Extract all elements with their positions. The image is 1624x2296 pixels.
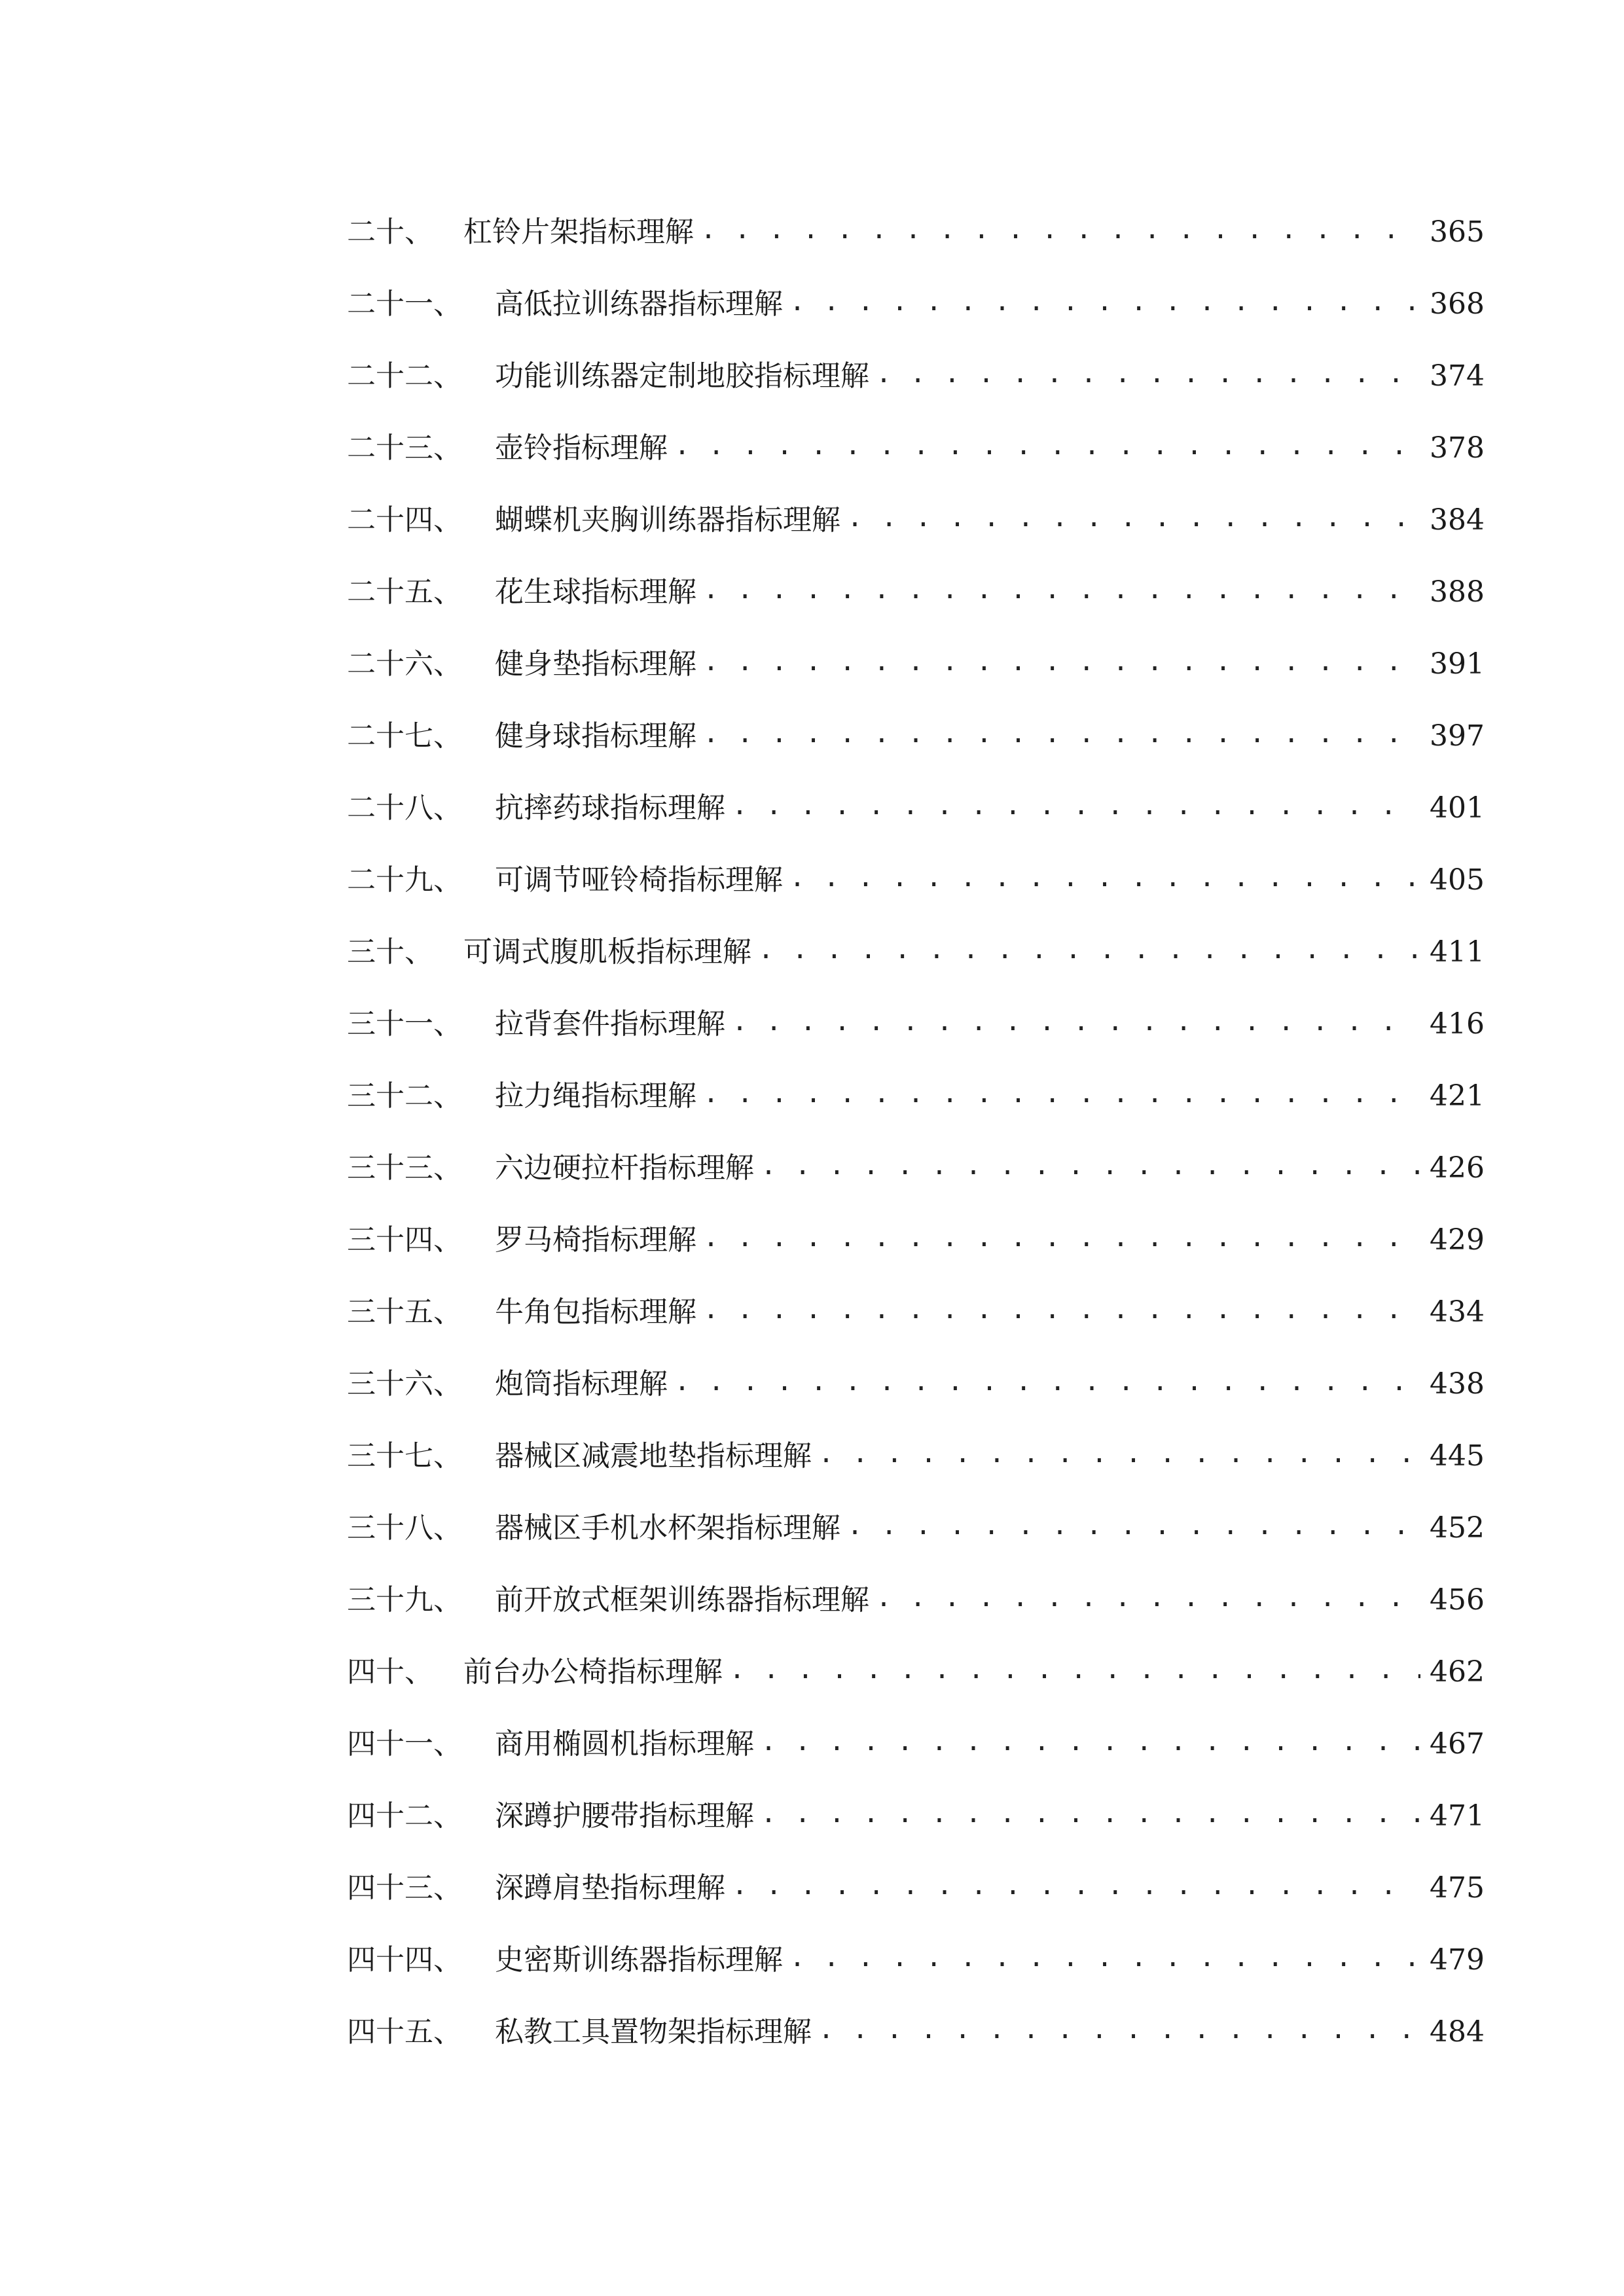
toc-dot-leader — [703, 721, 1420, 747]
toc-entry-number: 二十六、 — [347, 647, 462, 681]
toc-entry-page-number: 429 — [1430, 1223, 1485, 1257]
toc-entry-title: 史密斯训练器指标理解 — [495, 1943, 783, 1977]
table-of-contents — [347, 196, 1485, 2068]
toc-entry-number: 三十二、 — [347, 1079, 462, 1113]
toc-entry-number: 四十二、 — [347, 1799, 462, 1833]
toc-entry-number: 四十五、 — [347, 2015, 462, 2049]
toc-entry[interactable] — [347, 988, 1485, 1060]
toc-entry[interactable] — [347, 1276, 1485, 1348]
toc-entry[interactable] — [347, 1348, 1485, 1420]
toc-entry-page-number: 384 — [1430, 503, 1485, 537]
toc-entry[interactable] — [347, 196, 1485, 268]
toc-entry-page-number: 471 — [1430, 1799, 1485, 1833]
toc-entry-page-number: 401 — [1430, 791, 1485, 825]
toc-entry[interactable] — [347, 844, 1485, 916]
toc-dot-leader — [847, 505, 1420, 531]
toc-entry-title: 功能训练器定制地胶指标理解 — [495, 359, 869, 393]
toc-dot-leader — [789, 1945, 1420, 1971]
toc-entry[interactable] — [347, 1420, 1485, 1492]
toc-entry-number: 三十五、 — [347, 1295, 462, 1329]
toc-entry[interactable] — [347, 916, 1485, 988]
toc-entry-page-number: 374 — [1430, 359, 1485, 393]
toc-entry-title: 六边硬拉杆指标理解 — [495, 1151, 754, 1185]
toc-entry-title: 商用椭圆机指标理解 — [495, 1727, 754, 1761]
toc-entry[interactable] — [347, 268, 1485, 340]
toc-entry-title: 前台办公椅指标理解 — [463, 1655, 723, 1689]
toc-entry-page-number: 475 — [1430, 1871, 1485, 1905]
toc-entry-page-number: 411 — [1430, 935, 1485, 969]
toc-entry-title: 深蹲肩垫指标理解 — [495, 1871, 725, 1905]
toc-entry-number: 二十五、 — [347, 575, 462, 609]
toc-entry[interactable] — [347, 1780, 1485, 1852]
toc-entry-page-number: 378 — [1430, 431, 1485, 465]
toc-entry[interactable] — [347, 340, 1485, 412]
toc-dot-leader — [703, 577, 1420, 603]
toc-entry[interactable] — [347, 1132, 1485, 1204]
toc-entry-title: 抗摔药球指标理解 — [495, 791, 725, 825]
toc-dot-leader — [761, 1729, 1420, 1755]
toc-entry[interactable] — [347, 1924, 1485, 1996]
toc-entry-number: 四十、 — [347, 1655, 433, 1689]
toc-dot-leader — [700, 217, 1420, 243]
toc-entry-title: 蝴蝶机夹胸训练器指标理解 — [495, 503, 840, 537]
toc-dot-leader — [761, 1801, 1420, 1827]
toc-dot-leader — [703, 1225, 1420, 1251]
toc-dot-leader — [876, 1585, 1420, 1611]
toc-entry-page-number: 438 — [1430, 1367, 1485, 1401]
toc-entry-title: 健身球指标理解 — [495, 719, 696, 753]
toc-entry-title: 器械区减震地垫指标理解 — [495, 1439, 812, 1473]
toc-entry-number: 四十一、 — [347, 1727, 462, 1761]
toc-entry[interactable] — [347, 1204, 1485, 1276]
toc-entry-number: 二十三、 — [347, 431, 462, 465]
toc-dot-leader — [674, 1369, 1420, 1395]
toc-dot-leader — [729, 1657, 1420, 1683]
toc-entry-page-number: 391 — [1430, 647, 1485, 681]
toc-entry[interactable] — [347, 1996, 1485, 2068]
toc-entry-number: 二十七、 — [347, 719, 462, 753]
toc-entry-number: 三十三、 — [347, 1151, 462, 1185]
toc-entry-title: 拉力绳指标理解 — [495, 1079, 696, 1113]
toc-dot-leader — [847, 1513, 1420, 1539]
toc-entry[interactable] — [347, 412, 1485, 484]
toc-entry-number: 四十四、 — [347, 1943, 462, 1977]
toc-dot-leader — [818, 2017, 1420, 2043]
toc-entry-number: 三十一、 — [347, 1007, 462, 1041]
toc-entry-number: 三十八、 — [347, 1511, 462, 1545]
toc-entry[interactable] — [347, 1060, 1485, 1132]
toc-entry-number: 三十九、 — [347, 1583, 462, 1617]
toc-entry[interactable] — [347, 628, 1485, 700]
toc-entry-title: 壶铃指标理解 — [495, 431, 668, 465]
toc-entry-title: 健身垫指标理解 — [495, 647, 696, 681]
toc-entry-page-number: 484 — [1430, 2015, 1485, 2049]
toc-entry-title: 罗马椅指标理解 — [495, 1223, 696, 1257]
toc-dot-leader — [758, 937, 1420, 963]
toc-entry-number: 二十九、 — [347, 863, 462, 897]
toc-dot-leader — [674, 433, 1420, 459]
toc-entry-title: 前开放式框架训练器指标理解 — [495, 1583, 869, 1617]
toc-entry-number: 二十八、 — [347, 791, 462, 825]
toc-entry-page-number: 456 — [1430, 1583, 1485, 1617]
toc-entry-page-number: 416 — [1430, 1007, 1485, 1041]
toc-entry-number: 二十、 — [347, 215, 433, 249]
toc-entry-title: 可调式腹肌板指标理解 — [463, 935, 751, 969]
toc-entry-title: 器械区手机水杯架指标理解 — [495, 1511, 840, 1545]
toc-entry-title: 花生球指标理解 — [495, 575, 696, 609]
toc-dot-leader — [703, 1081, 1420, 1107]
toc-dot-leader — [818, 1441, 1420, 1467]
toc-entry-number: 四十三、 — [347, 1871, 462, 1905]
toc-dot-leader — [876, 361, 1420, 387]
toc-entry-page-number: 452 — [1430, 1511, 1485, 1545]
toc-entry-title: 牛角包指标理解 — [495, 1295, 696, 1329]
toc-entry-page-number: 426 — [1430, 1151, 1485, 1185]
toc-entry[interactable] — [347, 772, 1485, 844]
toc-entry[interactable] — [347, 1708, 1485, 1780]
toc-entry-page-number: 467 — [1430, 1727, 1485, 1761]
toc-entry[interactable] — [347, 700, 1485, 772]
toc-entry[interactable] — [347, 484, 1485, 556]
toc-entry-number: 二十二、 — [347, 359, 462, 393]
toc-dot-leader — [732, 793, 1420, 819]
toc-dot-leader — [761, 1153, 1420, 1179]
toc-entry-page-number: 368 — [1430, 287, 1485, 321]
toc-entry-page-number: 365 — [1430, 215, 1485, 249]
toc-entry-page-number: 479 — [1430, 1943, 1485, 1977]
toc-entry[interactable] — [347, 1636, 1485, 1708]
toc-entry-number: 三十四、 — [347, 1223, 462, 1257]
toc-dot-leader — [732, 1873, 1420, 1899]
toc-entry[interactable] — [347, 1564, 1485, 1636]
toc-entry-number: 三十六、 — [347, 1367, 462, 1401]
toc-entry[interactable] — [347, 1492, 1485, 1564]
toc-dot-leader — [732, 1009, 1420, 1035]
toc-entry-number: 三十七、 — [347, 1439, 462, 1473]
toc-dot-leader — [789, 289, 1420, 315]
toc-entry-title: 可调节哑铃椅指标理解 — [495, 863, 783, 897]
toc-entry-page-number: 388 — [1430, 575, 1485, 609]
toc-entry-title: 私教工具置物架指标理解 — [495, 2015, 812, 2049]
toc-entry-title: 炮筒指标理解 — [495, 1367, 668, 1401]
toc-dot-leader — [703, 649, 1420, 675]
toc-entry-title: 高低拉训练器指标理解 — [495, 287, 783, 321]
toc-entry-page-number: 397 — [1430, 719, 1485, 753]
toc-entry-title: 拉背套件指标理解 — [495, 1007, 725, 1041]
toc-entry-page-number: 434 — [1430, 1295, 1485, 1329]
toc-entry[interactable] — [347, 556, 1485, 628]
toc-entry-page-number: 445 — [1430, 1439, 1485, 1473]
toc-entry-number: 二十一、 — [347, 287, 462, 321]
toc-entry-page-number: 421 — [1430, 1079, 1485, 1113]
toc-entry-title: 杠铃片架指标理解 — [463, 215, 694, 249]
toc-entry-page-number: 405 — [1430, 863, 1485, 897]
toc-entry-number: 三十、 — [347, 935, 433, 969]
toc-entry-title: 深蹲护腰带指标理解 — [495, 1799, 754, 1833]
toc-entry[interactable] — [347, 1852, 1485, 1924]
toc-entry-page-number: 462 — [1430, 1655, 1485, 1689]
toc-dot-leader — [789, 865, 1420, 891]
toc-dot-leader — [703, 1297, 1420, 1323]
toc-entry-number: 二十四、 — [347, 503, 462, 537]
